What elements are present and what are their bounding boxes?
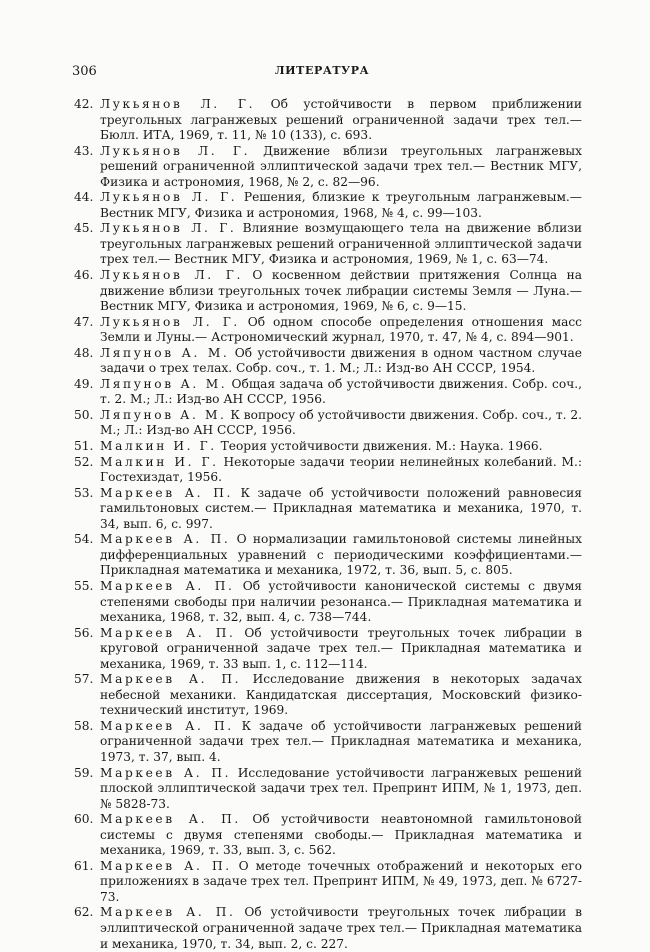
reference-number: 49. — [74, 376, 94, 391]
reference-author: Маркеев А. П. — [100, 485, 233, 500]
reference-text: О методе точечных отображений и некоторых его приложениях в задаче трех тел. Препринт ИПМ, № 49, 1973, деп. № 6727-73. — [100, 858, 583, 904]
reference-number: 50. — [74, 407, 94, 422]
reference-text: К вопросу об устойчивости движения. Собр. соч., т. 2. М.; Л.: Изд-во АН СССР, 1956. — [100, 407, 582, 438]
reference-text: Исследование устойчивости лагранжевых решений плоской эллиптической задачи трех тел. Препринт ИПМ, № 1, 1973, деп. № 5828-73. — [100, 765, 582, 811]
page-number: 306 — [72, 64, 97, 79]
reference-number: 57. — [74, 672, 94, 687]
reference-entry — [74, 221, 582, 268]
reference-text: К задаче об устойчивости лагранжевых решений ограниченной задачи трех тел.— Прикладная математика и механика, 1973, т. 37, вып. 4. — [100, 718, 583, 764]
reference-number: 53. — [74, 485, 94, 500]
reference-author: Маркеев А. П. — [100, 532, 231, 547]
reference-entry — [74, 346, 582, 377]
reference-body — [100, 905, 582, 952]
reference-author: Ляпунов А. М. — [100, 407, 227, 422]
reference-number: 56. — [74, 625, 94, 640]
reference-number: 58. — [74, 718, 94, 733]
reference-list — [74, 97, 582, 952]
reference-body — [100, 221, 582, 268]
reference-author: Маркеев А. П. — [100, 812, 241, 827]
reference-text: Общая задача об устойчивости движения. Собр. соч., т. 2. М.; Л.: Изд-во АН СССР, 1956. — [100, 376, 582, 407]
reference-entry — [74, 486, 582, 533]
reference-number: 51. — [74, 439, 94, 454]
reference-text: Решения, близкие к треугольным лагранжевым.— Вестник МГУ, Физика и астрономия, 1968, № 4, с. 99—103. — [100, 190, 582, 220]
reference-author: Маркеев А. П. — [100, 625, 236, 640]
reference-body — [100, 97, 582, 144]
reference-author: Лукьянов Л. Г. — [100, 314, 240, 329]
reference-text: Об устойчивости в первом приближении треугольных лагранжевых решений ограниченной задачи трех тел.— Бюлл. ИТА, 1969, т. 11, № 10 (133), с. 693. — [100, 97, 582, 143]
reference-body — [100, 408, 582, 439]
reference-body — [100, 532, 582, 579]
reference-author: Лукьянов Л. Г. — [100, 221, 237, 236]
reference-body — [100, 439, 582, 455]
reference-author: Лукьянов Л. Г. — [100, 143, 251, 158]
reference-text: Некоторые задачи теории нелинейных колебаний. М.: Гостехиздат, 1956. — [100, 454, 582, 485]
reference-author: Маркеев А. П. — [100, 578, 235, 593]
reference-entry — [74, 532, 582, 579]
reference-number: 54. — [74, 532, 94, 547]
running-title: ЛИТЕРАТУРА — [274, 64, 370, 77]
reference-body — [100, 812, 582, 859]
reference-author: Маркеев А. П. — [100, 672, 242, 687]
reference-body — [100, 579, 582, 626]
reference-body — [100, 455, 582, 486]
reference-author: Маркеев А. П. — [100, 765, 232, 780]
reference-number: 61. — [74, 858, 94, 873]
reference-body — [100, 190, 582, 221]
reference-entry — [74, 377, 582, 408]
reference-author: Маркеев А. П. — [100, 905, 236, 920]
reference-author: Малкин И. Г. — [100, 439, 217, 454]
reference-number: 43. — [74, 143, 94, 158]
reference-entry — [74, 190, 582, 221]
reference-number: 46. — [74, 268, 94, 283]
reference-entry — [74, 97, 582, 144]
reference-author: Лукьянов Л. Г. — [100, 97, 256, 111]
reference-text: Об одном способе определения отношения масс Земли и Луны.— Астрономический журнал, 1970, т. 47, № 4, с. 894—901. — [100, 314, 583, 345]
reference-body — [100, 144, 582, 191]
reference-body — [100, 719, 582, 766]
reference-body — [100, 346, 582, 377]
reference-text: Об устойчивости треугольных точек либрации в эллиптической ограниченной задаче трех тел.— Прикладная математика и механика, 1970, т. 34, вып. 2, с. 227. — [100, 905, 582, 951]
reference-text: Об устойчивости движения в одном частном случае задачи о трех телах. Собр. соч., т. 1. М.; Л.: Изд-во АН СССР, 1954. — [100, 345, 582, 376]
reference-entry — [74, 144, 582, 191]
reference-entry — [74, 812, 582, 859]
reference-text: Движение вблизи треугольных лагранжевых решений ограниченной эллиптической задачи трех тел.— Вестник МГУ, Физика и астрономия, 1968, № 2, с. 82—96. — [100, 143, 583, 189]
reference-text: Об устойчивости неавтономной гамильтоновой системы с двумя степенями свободы.— Прикладная математика и механика, 1969, т. 33, вып. 3, с. 562. — [100, 812, 583, 858]
reference-number: 45. — [74, 221, 94, 236]
reference-author: Маркеев А. П. — [100, 718, 234, 733]
reference-number: 52. — [74, 454, 94, 469]
reference-body — [100, 672, 582, 719]
reference-text: К задаче об устойчивости положений равновесия гамильтоновых систем.— Прикладная математика и механика, 1970, т. 34, вып. 6, с. 997. — [100, 485, 582, 531]
reference-body — [100, 268, 582, 315]
reference-body — [100, 315, 582, 346]
reference-number: 60. — [74, 812, 94, 827]
reference-number: 59. — [74, 765, 94, 780]
reference-author: Лукьянов Л. Г. — [100, 268, 243, 283]
reference-entry — [74, 268, 582, 315]
reference-body — [100, 626, 582, 673]
reference-author: Ляпунов А. М. — [100, 376, 228, 391]
reference-body — [100, 859, 582, 906]
reference-body — [100, 766, 582, 813]
reference-entry — [74, 859, 582, 906]
reference-text: Об устойчивости канонической системы с двумя степенями свободы при наличии резонанса.— Прикладная математика и механика, 1968, т. 32, вып. 4, с. 738—744. — [100, 578, 582, 625]
reference-author: Ляпунов А. М. — [100, 345, 230, 360]
reference-body — [100, 377, 582, 408]
reference-author: Малкин И. Г. — [100, 454, 219, 469]
reference-number: 62. — [74, 905, 94, 920]
reference-entry — [74, 626, 582, 673]
reference-number: 48. — [74, 345, 94, 360]
reference-author: Маркеев А. П. — [100, 858, 232, 873]
reference-entry — [74, 315, 582, 346]
reference-entry — [74, 766, 582, 813]
reference-entry — [74, 672, 582, 719]
reference-text: Исследование движения в некоторых задачах небесной механики. Кандидатская диссертация, Московский физико-технический институт, 1969. — [100, 672, 582, 718]
reference-entry — [74, 719, 582, 766]
reference-text: Об устойчивости треугольных точек либрации в круговой ограниченной задаче трех тел.— Прикладная математика и механика, 1969, т. 33 вып. 1, с. 112—114. — [100, 625, 582, 671]
reference-author: Лукьянов Л. Г. — [100, 190, 238, 205]
reference-text: Теория устойчивости движения. М.: Наука. 1966. — [220, 439, 543, 454]
reference-text: О нормализации гамильтоновой системы линейных дифференциальных уравнений с периодическими коэффициентами.— Прикладная математика и механика, 1972, т. 36, вып. 5, с. 805. — [100, 532, 582, 578]
reference-number: 55. — [74, 578, 94, 593]
reference-entry — [74, 408, 582, 439]
reference-body — [100, 486, 582, 533]
page-header — [72, 64, 572, 82]
reference-text: Влияние возмущающего тела на движение вблизи треугольных лагранжевых решений ограниченной эллиптической задачи трех тел.— Вестник МГУ, Физика и астрономия, 1969, № 1, с. 63—74. — [100, 221, 582, 267]
reference-entry — [74, 905, 582, 952]
reference-entry — [74, 455, 582, 486]
reference-text: О косвенном действии притяжения Солнца на движение вблизи треугольных точек либрации системы Земля — Луна.— Вестник МГУ, Физика и астрономия, 1969, № 6, с. 9—15. — [100, 268, 582, 314]
reference-entry — [74, 579, 582, 626]
reference-number: 44. — [74, 190, 94, 205]
reference-number: 42. — [74, 97, 94, 111]
reference-entry — [74, 439, 582, 455]
reference-number: 47. — [74, 314, 94, 329]
